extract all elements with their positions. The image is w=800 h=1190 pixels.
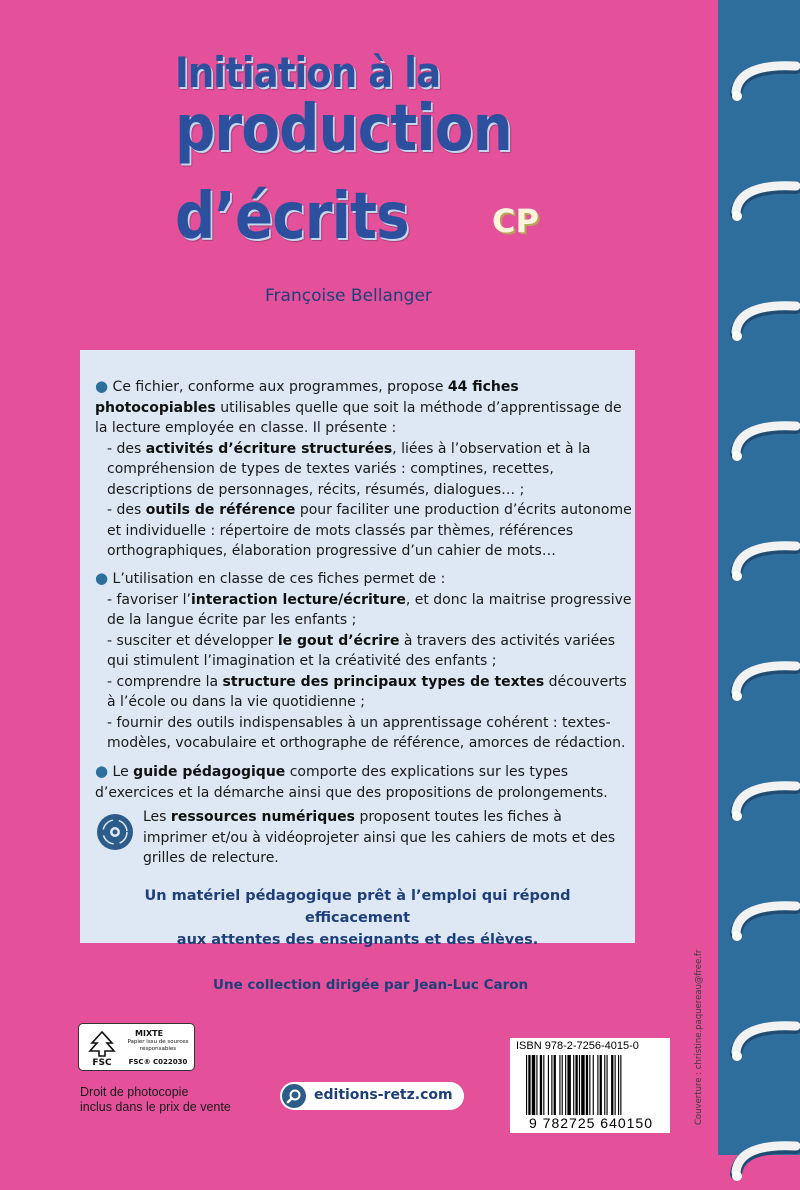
spiral-ring <box>726 900 800 950</box>
p4-prefix: Les <box>143 809 171 825</box>
list-item <box>95 631 635 672</box>
spiral-ring <box>726 60 800 110</box>
cover-credit: Couverture : christine.paquereau@free.fr <box>694 949 704 1125</box>
barcode-bars <box>524 1055 664 1115</box>
bullet-icon: ● <box>95 762 109 780</box>
item-prefix: - favoriser l’ <box>107 591 191 608</box>
copyright-line-1: Droit de photocopie <box>80 1085 189 1099</box>
website-link[interactable] <box>280 1082 464 1110</box>
p1-text: utilisables quelle que soit la méthode d’apprentissage de la lecture employée en classe. Il présente : <box>95 399 622 436</box>
barcode <box>510 1038 670 1133</box>
p3-text: comporte des explications sur les types d’exercices et la démarche ainsi que des propositions de prolongements. <box>95 764 608 801</box>
ean-number: 9 782725 640150 <box>529 1115 653 1131</box>
svg-text:FSC: FSC <box>92 1058 112 1067</box>
p1-bold: 44 fiches photocopiables <box>95 379 519 416</box>
paragraph-digital <box>143 807 623 869</box>
list-item <box>95 590 635 631</box>
level-label: CP <box>492 202 539 240</box>
list-item <box>95 672 635 713</box>
title-line-2: production <box>175 92 512 166</box>
item-bold: outils de référence <box>145 502 296 518</box>
item-text: pour faciliter une production d’écrits autonome et individuelle : répertoire de mots classés par thèmes, références orthographiques, élaboration progressive d’un cahier de mots… <box>107 502 632 559</box>
isbn: ISBN 978-2-7256-4015-0 <box>516 1040 639 1052</box>
paragraph-usage <box>95 568 635 754</box>
website-text[interactable]: editions-retz.com <box>314 1087 453 1103</box>
search-badge <box>282 1084 306 1108</box>
cd-icon <box>96 813 134 851</box>
item-text: à travers des activités variées qui stimulent l’imagination et la créativité des enfants ; <box>107 632 616 669</box>
spiral-ring <box>726 1140 800 1190</box>
item-text: , liées à l’observation et à la compréhension de types de textes variés : comptines, recettes, descriptions de personnages, récits, résumés, dialogues… ; <box>107 440 591 498</box>
spiral-ring <box>726 780 800 830</box>
spiral-ring <box>726 420 800 470</box>
item-prefix: - comprendre la <box>107 673 223 690</box>
spiral-ring <box>726 660 800 710</box>
p1-intro: Ce fichier, conforme aux programmes, propose <box>112 379 448 395</box>
author-name: Françoise Bellanger <box>265 286 432 306</box>
item-prefix: - des <box>107 502 146 518</box>
item-bold: structure des principaux types de textes <box>222 673 545 690</box>
search-icon <box>282 1084 306 1108</box>
copyright-notice <box>80 1085 280 1115</box>
list-item <box>95 500 635 562</box>
list-item <box>95 439 635 501</box>
item-bold: interaction lecture/écriture <box>190 591 406 608</box>
spiral-ring <box>726 180 800 230</box>
fsc-code: FSC® C022030 <box>128 1058 188 1066</box>
fsc-text: Papier issu de sources responsables <box>127 1039 189 1052</box>
fsc-label <box>78 1023 195 1071</box>
item-prefix: - susciter et développer <box>107 632 278 649</box>
title-line-1: Initiation à la <box>175 48 441 97</box>
fsc-tree-logo-icon <box>85 1029 119 1067</box>
bullet-icon: ● <box>95 377 109 395</box>
spiral-ring <box>726 300 800 350</box>
slogan-line-2: aux attentes des enseignants et des élèves. <box>176 932 539 948</box>
item-text: , et donc la maitrise progressive de la langue écrite par les enfants ; <box>107 591 632 628</box>
p3-bold: guide pédagogique <box>133 764 286 780</box>
p2-intro: L’utilisation en classe de ces fiches permet de : <box>112 571 446 587</box>
collection-credit: Une collection dirigée par Jean-Luc Caron <box>213 977 529 993</box>
paragraph-guide <box>95 761 635 803</box>
slogan <box>90 885 625 951</box>
p4-text: proposent toutes les fiches à imprimer et/ou à vidéoprojeter ainsi que les cahiers de mots et des grilles de relecture. <box>143 809 616 866</box>
spiral-ring <box>726 1020 800 1070</box>
item-text: découverts à l’école ou dans la vie quotidienne ; <box>107 673 627 710</box>
spiral-ring <box>726 540 800 590</box>
bullet-icon: ● <box>95 569 109 587</box>
paragraph-contents <box>95 376 635 562</box>
p3-prefix: Le <box>112 764 134 780</box>
title-line-3: d’écrits <box>175 180 409 254</box>
item-prefix: - des <box>107 440 146 457</box>
item-bold: le gout d’écrire <box>277 632 400 649</box>
slogan-line-1: Un matériel pédagogique prêt à l’emploi qui répond efficacement <box>144 888 571 926</box>
list-item: - fournir des outils indispensables à un apprentissage cohérent : textes-modèles, vocabulaire et orthographe de référence, amorces de rédaction. <box>107 714 626 751</box>
fsc-mixte: MIXTE <box>135 1029 164 1038</box>
copyright-line-2: inclus dans le prix de vente <box>80 1100 231 1114</box>
item-bold: activités d’écriture structurées <box>145 440 393 457</box>
p4-bold: ressources numériques <box>170 809 356 825</box>
